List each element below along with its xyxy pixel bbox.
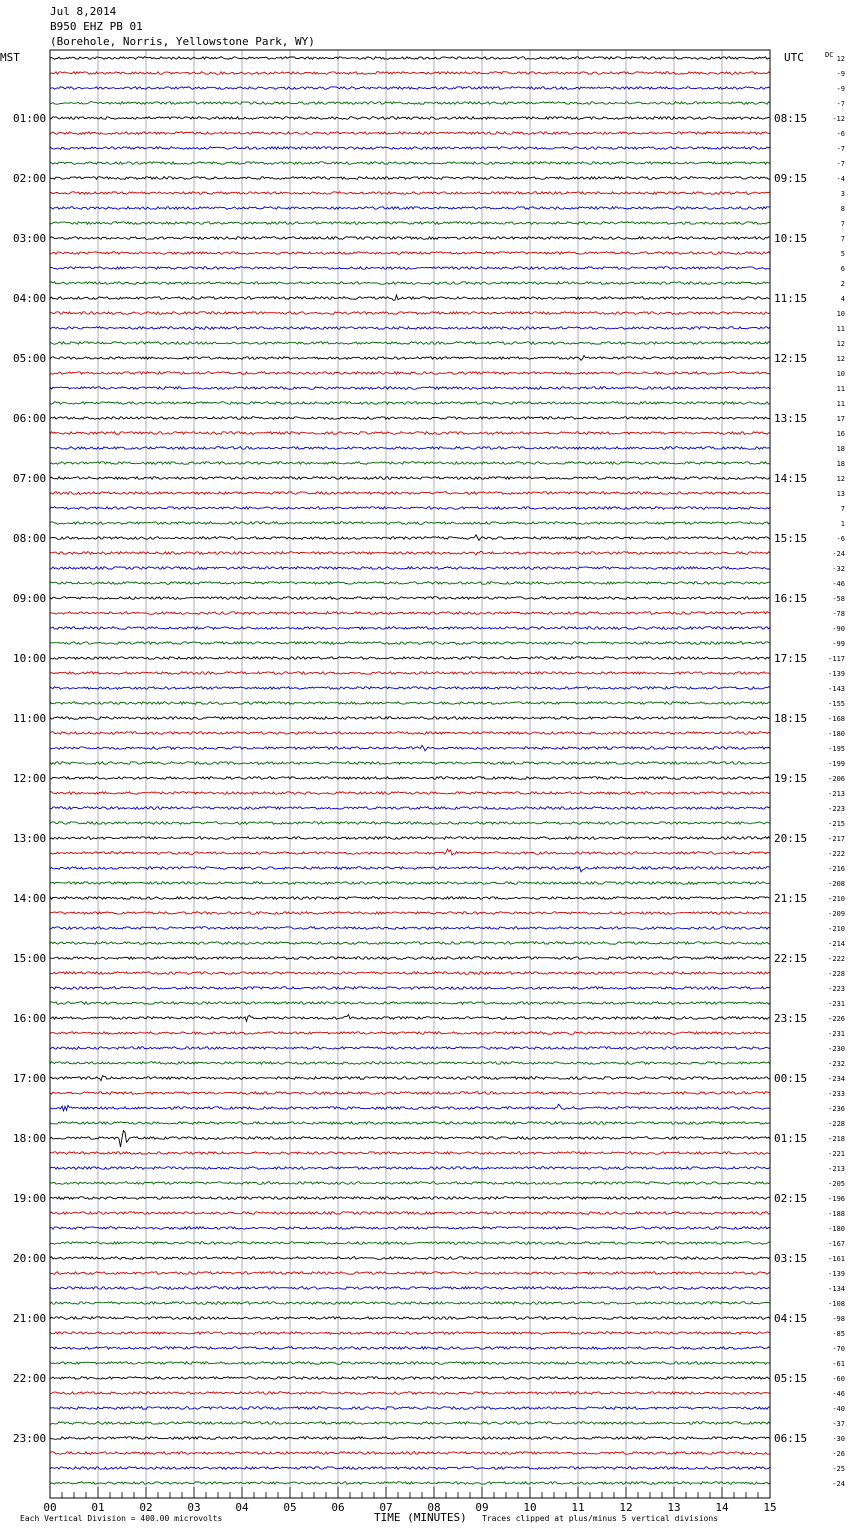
trace-73 xyxy=(50,1152,770,1155)
trace-63 xyxy=(50,1002,770,1005)
dc-offset-label: 18 xyxy=(836,445,845,453)
trace-55 xyxy=(50,882,770,885)
utc-hour-label: 16:15 xyxy=(774,592,808,605)
trace-82 xyxy=(50,1287,770,1290)
dc-offset-label: -218 xyxy=(828,1135,845,1143)
dc-offset-label: 4 xyxy=(840,295,845,303)
dc-offset-label: -222 xyxy=(828,955,845,963)
mst-hour-label: 19:00 xyxy=(13,1192,47,1205)
trace-22 xyxy=(50,387,770,390)
dc-offset-label: -231 xyxy=(828,1000,845,1008)
station-code: B950 EHZ PB 01 xyxy=(50,20,143,33)
trace-58 xyxy=(50,927,770,930)
dc-offset-label: -6 xyxy=(836,130,845,138)
dc-offset-label: -209 xyxy=(828,910,845,918)
trace-62 xyxy=(50,987,770,990)
utc-hour-label: 03:15 xyxy=(774,1252,808,1265)
trace-10 xyxy=(50,207,770,210)
trace-27 xyxy=(50,462,770,465)
x-tick-label: 14 xyxy=(715,1501,729,1514)
mst-hour-label: 23:00 xyxy=(13,1432,47,1445)
mst-hour-label: 18:00 xyxy=(13,1132,47,1145)
trace-36 xyxy=(50,597,770,600)
dc-offset-label: -228 xyxy=(828,1120,845,1128)
utc-hour-label: 06:15 xyxy=(774,1432,808,1445)
trace-93 xyxy=(50,1452,770,1455)
dc-offset-label: -24 xyxy=(832,550,845,558)
dc-offset-label: -78 xyxy=(832,610,845,618)
dc-offset-label: -7 xyxy=(836,100,845,108)
x-tick-label: 09 xyxy=(475,1501,489,1514)
dc-offset-label: -168 xyxy=(828,715,845,723)
dc-offset-label: -210 xyxy=(828,925,845,933)
dc-offset-label: -221 xyxy=(828,1150,845,1158)
trace-30 xyxy=(50,507,770,510)
dc-offset-label: -188 xyxy=(828,1210,845,1218)
dc-offset-label: 7 xyxy=(840,505,845,513)
dc-offset-label: 3 xyxy=(840,190,845,198)
utc-hour-label: 18:15 xyxy=(774,712,808,725)
dc-offset-label: -139 xyxy=(828,1270,845,1278)
x-tick-label: 06 xyxy=(331,1501,345,1514)
trace-66 xyxy=(50,1047,770,1050)
mst-hour-label: 15:00 xyxy=(13,952,47,965)
trace-28 xyxy=(50,477,770,480)
utc-hour-label: 13:15 xyxy=(774,412,808,425)
dc-offset-label: -30 xyxy=(832,1435,845,1443)
dc-offset-label: 8 xyxy=(840,205,845,213)
dc-offset-label: -26 xyxy=(832,1450,845,1458)
trace-7 xyxy=(50,162,770,165)
dc-offset-label: -143 xyxy=(828,685,845,693)
trace-31 xyxy=(50,522,770,525)
trace-90 xyxy=(50,1407,770,1410)
utc-hour-label: 15:15 xyxy=(774,532,808,545)
trace-42 xyxy=(50,687,770,690)
dc-offset-label: -232 xyxy=(828,1060,845,1068)
utc-hour-label: 17:15 xyxy=(774,652,808,665)
dc-offset-label: 10 xyxy=(836,370,845,378)
dc-offset-label: 11 xyxy=(836,400,845,408)
trace-12 xyxy=(50,237,770,240)
trace-69 xyxy=(50,1092,770,1095)
left-axis-title: MST xyxy=(0,51,20,64)
utc-hour-label: 14:15 xyxy=(774,472,808,485)
trace-45 xyxy=(50,732,770,735)
plot-date: Jul 8,2014 xyxy=(50,5,117,18)
dc-offset-label: -25 xyxy=(832,1465,845,1473)
trace-34 xyxy=(50,567,770,570)
dc-offset-label: -4 xyxy=(836,175,845,183)
trace-59 xyxy=(50,942,770,945)
dc-offset-label: -9 xyxy=(836,85,845,93)
trace-23 xyxy=(50,402,770,405)
mst-hour-label: 09:00 xyxy=(13,592,47,605)
dc-offset-label: 7 xyxy=(840,235,845,243)
trace-54 xyxy=(50,867,770,872)
trace-47 xyxy=(50,762,770,765)
trace-70 xyxy=(50,1104,770,1111)
dc-offset-label: -216 xyxy=(828,865,845,873)
dc-offset-label: -226 xyxy=(828,1015,845,1023)
trace-14 xyxy=(50,267,770,270)
mst-hour-label: 02:00 xyxy=(13,172,47,185)
utc-hour-label: 21:15 xyxy=(774,892,808,905)
trace-26 xyxy=(50,447,770,450)
utc-hour-label: 10:15 xyxy=(774,232,808,245)
dc-offset-label: 11 xyxy=(836,385,845,393)
dc-offset-label: 6 xyxy=(840,265,845,273)
x-tick-label: 01 xyxy=(91,1501,105,1514)
trace-4 xyxy=(50,117,770,120)
trace-83 xyxy=(50,1302,770,1305)
dc-offset-label: -155 xyxy=(828,700,845,708)
station-location: (Borehole, Norris, Yellowstone Park, WY) xyxy=(50,35,315,48)
trace-81 xyxy=(50,1272,770,1275)
x-tick-label: 02 xyxy=(139,1501,153,1514)
dc-offset-label: -46 xyxy=(832,580,845,588)
utc-hour-label: 05:15 xyxy=(774,1372,808,1385)
utc-hour-label: 04:15 xyxy=(774,1312,808,1325)
mst-hour-label: 06:00 xyxy=(13,412,47,425)
trace-11 xyxy=(50,222,770,225)
trace-75 xyxy=(50,1182,770,1185)
dc-offset-label: 12 xyxy=(836,475,845,483)
dc-offset-label: -40 xyxy=(832,1405,845,1413)
dc-offset-label: -222 xyxy=(828,850,845,858)
trace-25 xyxy=(50,432,770,435)
utc-hour-label: 22:15 xyxy=(774,952,808,965)
dc-offset-label: -236 xyxy=(828,1105,845,1113)
dc-offset-label: -210 xyxy=(828,895,845,903)
dc-offset-label: -223 xyxy=(828,805,845,813)
dc-offset-label: -85 xyxy=(832,1330,845,1338)
dc-offset-label: -6 xyxy=(836,535,845,543)
mst-hour-label: 13:00 xyxy=(13,832,47,845)
utc-hour-label: 12:15 xyxy=(774,352,808,365)
dc-offset-label: -231 xyxy=(828,1030,845,1038)
dc-offset-label: -215 xyxy=(828,820,845,828)
dc-offset-label: -217 xyxy=(828,835,845,843)
trace-68 xyxy=(50,1076,770,1081)
x-tick-label: 13 xyxy=(667,1501,681,1514)
trace-60 xyxy=(50,957,770,960)
dc-offset-label: -61 xyxy=(832,1360,845,1368)
trace-3 xyxy=(50,102,770,105)
trace-2 xyxy=(50,87,770,90)
trace-18 xyxy=(50,327,770,330)
utc-hour-label: 11:15 xyxy=(774,292,808,305)
mst-hour-label: 07:00 xyxy=(13,472,47,485)
trace-37 xyxy=(50,612,770,615)
dc-offset-label: -167 xyxy=(828,1240,845,1248)
trace-67 xyxy=(50,1062,770,1065)
dc-offset-label: 1 xyxy=(840,520,845,528)
dc-offset-label: -12 xyxy=(832,115,845,123)
trace-44 xyxy=(50,717,770,720)
x-tick-label: 05 xyxy=(283,1501,297,1514)
trace-80 xyxy=(50,1257,770,1260)
mst-hour-label: 22:00 xyxy=(13,1372,47,1385)
dc-offset-label: -108 xyxy=(828,1300,845,1308)
trace-91 xyxy=(50,1422,770,1425)
trace-87 xyxy=(50,1362,770,1365)
trace-64 xyxy=(50,1015,770,1022)
dc-offset-label: 12 xyxy=(836,355,845,363)
mst-hour-label: 01:00 xyxy=(13,112,47,125)
dc-offset-label: 12 xyxy=(836,340,845,348)
x-tick-label: 00 xyxy=(43,1501,57,1514)
utc-hour-label: 09:15 xyxy=(774,172,808,185)
trace-33 xyxy=(50,551,770,555)
trace-17 xyxy=(50,312,770,315)
dc-offset-label: -134 xyxy=(828,1285,845,1293)
mst-hour-label: 20:00 xyxy=(13,1252,47,1265)
trace-13 xyxy=(50,252,770,255)
trace-9 xyxy=(50,192,770,195)
dc-offset-label: -98 xyxy=(832,1315,845,1323)
x-tick-label: 03 xyxy=(187,1501,201,1514)
dc-offset-label: -213 xyxy=(828,790,845,798)
dc-offset-label: -70 xyxy=(832,1345,845,1353)
trace-84 xyxy=(50,1317,770,1320)
trace-35 xyxy=(50,582,770,585)
x-tick-label: 04 xyxy=(235,1501,249,1514)
utc-hour-label: 02:15 xyxy=(774,1192,808,1205)
trace-41 xyxy=(50,672,770,675)
utc-hour-label: 23:15 xyxy=(774,1012,808,1025)
dc-offset-label: -24 xyxy=(832,1480,845,1488)
trace-72 xyxy=(50,1131,770,1148)
trace-24 xyxy=(50,417,770,420)
dc-offset-label: -233 xyxy=(828,1090,845,1098)
trace-85 xyxy=(50,1332,770,1335)
trace-71 xyxy=(50,1122,770,1125)
dc-offset-label: -234 xyxy=(828,1075,845,1083)
dc-offset-label: -213 xyxy=(828,1165,845,1173)
dc-offset-label: 7 xyxy=(840,220,845,228)
trace-92 xyxy=(50,1437,770,1440)
dc-offset-label: -32 xyxy=(832,565,845,573)
dc-offset-label: -180 xyxy=(828,1225,845,1233)
dc-offset-label: -161 xyxy=(828,1255,845,1263)
trace-50 xyxy=(50,807,770,810)
trace-95 xyxy=(50,1482,770,1485)
trace-29 xyxy=(50,492,770,495)
utc-hour-label: 01:15 xyxy=(774,1132,808,1145)
trace-79 xyxy=(50,1242,770,1245)
vertical-scale-note: Each Vertical Division = 400.00 microvolts xyxy=(20,1514,223,1523)
x-tick-label: 15 xyxy=(763,1501,777,1514)
x-tick-label: 12 xyxy=(619,1501,633,1514)
mst-hour-label: 12:00 xyxy=(13,772,47,785)
dc-offset-label: -99 xyxy=(832,640,845,648)
utc-hour-labels xyxy=(774,112,807,1445)
trace-8 xyxy=(50,177,770,180)
trace-40 xyxy=(50,657,770,660)
dc-offset-label: 12 xyxy=(836,55,845,63)
trace-52 xyxy=(50,837,770,840)
trace-21 xyxy=(50,372,770,375)
trace-38 xyxy=(50,627,770,630)
x-tick-label: 11 xyxy=(571,1501,585,1514)
trace-1 xyxy=(50,72,770,75)
dc-offset-label: -180 xyxy=(828,730,845,738)
trace-32 xyxy=(50,535,770,541)
trace-16 xyxy=(50,295,770,300)
trace-76 xyxy=(50,1197,770,1200)
dc-offset-label: -90 xyxy=(832,625,845,633)
dc-offset-label: -7 xyxy=(836,160,845,168)
mst-hour-label: 05:00 xyxy=(13,352,47,365)
x-axis xyxy=(43,1487,776,1514)
trace-5 xyxy=(50,132,770,135)
x-tick-label: 10 xyxy=(523,1501,537,1514)
trace-89 xyxy=(50,1392,770,1395)
trace-15 xyxy=(50,282,770,285)
dc-offset-label: 18 xyxy=(836,460,845,468)
mst-hour-label: 17:00 xyxy=(13,1072,47,1085)
trace-86 xyxy=(50,1347,770,1350)
trace-88 xyxy=(50,1377,770,1380)
mst-hour-label: 10:00 xyxy=(13,652,47,665)
trace-65 xyxy=(50,1032,770,1035)
dc-offset-label: -228 xyxy=(828,970,845,978)
dc-offset-label: -223 xyxy=(828,985,845,993)
trace-56 xyxy=(50,897,770,900)
dc-offset-label: -214 xyxy=(828,940,845,948)
dc-offset-label: -205 xyxy=(828,1180,845,1188)
mst-hour-label: 14:00 xyxy=(13,892,47,905)
dc-offset-label: -9 xyxy=(836,70,845,78)
utc-hour-label: 00:15 xyxy=(774,1072,808,1085)
dc-offset-label: -46 xyxy=(832,1390,845,1398)
dc-offset-label: 2 xyxy=(840,280,845,288)
trace-51 xyxy=(50,822,770,825)
dc-offset-label: -196 xyxy=(828,1195,845,1203)
seismic-traces xyxy=(50,57,770,1485)
dc-offset-label: -60 xyxy=(832,1375,845,1383)
dc-offset-label: -230 xyxy=(828,1045,845,1053)
mst-hour-label: 16:00 xyxy=(13,1012,47,1025)
dc-offset-label: 11 xyxy=(836,325,845,333)
mst-hour-label: 21:00 xyxy=(13,1312,47,1325)
dc-offset-label: 10 xyxy=(836,310,845,318)
x-tick-label: 08 xyxy=(427,1501,441,1514)
trace-77 xyxy=(50,1212,770,1215)
dc-offset-label: -117 xyxy=(828,655,845,663)
dc-offset-label: -139 xyxy=(828,670,845,678)
dc-offset-title: DC xyxy=(825,51,834,59)
trace-46 xyxy=(50,745,770,750)
trace-20 xyxy=(50,356,770,361)
trace-49 xyxy=(50,792,770,795)
dc-offset-label: 13 xyxy=(836,490,845,498)
trace-74 xyxy=(50,1167,770,1170)
trace-48 xyxy=(50,777,770,780)
dc-offset-labels xyxy=(828,55,845,1488)
trace-39 xyxy=(50,642,770,645)
mst-hour-label: 11:00 xyxy=(13,712,47,725)
dc-offset-label: 17 xyxy=(836,415,845,423)
dc-offset-label: -37 xyxy=(832,1420,845,1428)
trace-53 xyxy=(50,849,770,855)
clip-note: Traces clipped at plus/minus 5 vertical divisions xyxy=(482,1514,719,1523)
trace-78 xyxy=(50,1227,770,1230)
dc-offset-label: -208 xyxy=(828,880,845,888)
dc-offset-label: -58 xyxy=(832,595,845,603)
mst-hour-labels xyxy=(13,112,46,1445)
trace-43 xyxy=(50,702,770,705)
mst-hour-label: 04:00 xyxy=(13,292,47,305)
utc-hour-label: 08:15 xyxy=(774,112,808,125)
dc-offset-label: -199 xyxy=(828,760,845,768)
utc-hour-label: 20:15 xyxy=(774,832,808,845)
trace-57 xyxy=(50,912,770,915)
dc-offset-label: -195 xyxy=(828,745,845,753)
utc-hour-label: 19:15 xyxy=(774,772,808,785)
mst-hour-label: 08:00 xyxy=(13,532,47,545)
dc-offset-label: -7 xyxy=(836,145,845,153)
dc-offset-label: 5 xyxy=(840,250,845,258)
trace-19 xyxy=(50,342,770,345)
x-tick-label: 07 xyxy=(379,1501,393,1514)
x-axis-label: TIME (MINUTES) xyxy=(374,1511,467,1524)
trace-0 xyxy=(50,57,770,60)
dc-offset-label: 16 xyxy=(836,430,845,438)
trace-6 xyxy=(50,147,770,150)
trace-94 xyxy=(50,1467,770,1470)
mst-hour-label: 03:00 xyxy=(13,232,47,245)
trace-61 xyxy=(50,972,770,975)
right-axis-title: UTC xyxy=(784,51,804,64)
dc-offset-label: -206 xyxy=(828,775,845,783)
